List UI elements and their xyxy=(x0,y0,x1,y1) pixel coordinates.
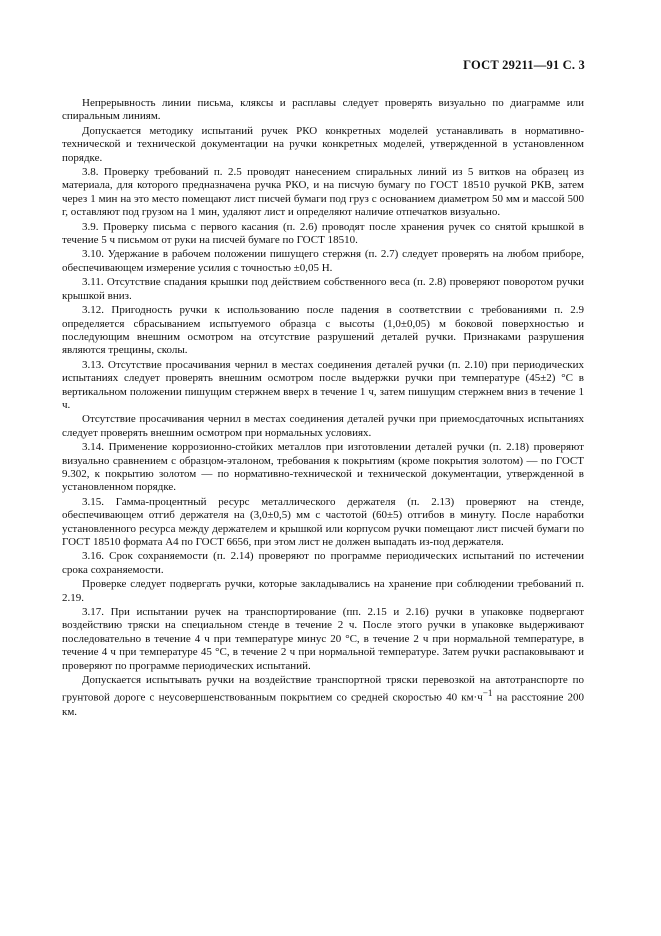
paragraph: 3.11. Отсутствие спадания крышки под действием собственного веса (п. 2.8) проверяют поворотом ручки крышкой вниз. xyxy=(62,276,584,302)
paragraph: 3.8. Проверку требований п. 2.5 проводят нанесением спиральных линий из 5 витков на образец из материала, для которого предназначена ручка РКО, и на писчую бумагу по ГОСТ 18510 ручкой РКВ, затем через 1 мин на это место помещают лист писчей бумаги под груз с основанием диаметром 50 мм и массой 500 г, оставляют под грузом на 1 мин, удаляют лист и определяют наличие отпечатков визуально. xyxy=(62,166,584,219)
paragraph: 3.16. Срок сохраняемости (п. 2.14) проверяют по программе периодических испытаний по истечении срока сохраняемости. xyxy=(62,550,584,576)
page-header: ГОСТ 29211—91 С. 3 xyxy=(463,58,585,72)
unit-exponent: −1 xyxy=(482,688,493,699)
paragraph: 3.12. Пригодность ручки к использованию после падения в соответствии с требованиями п. 2.9 определяется сбрасыванием испытуемого образца с высоты (1,0±0,05) м боковой поверхностью и последующим внешним осмотром на отсутствие разрушений деталей ручки. Признаками разрушения являются трещины, сколы. xyxy=(62,304,584,357)
paragraph: Непрерывность линии письма, кляксы и расплавы следует проверять визуально по диаграмме или спиральным линиям. xyxy=(62,97,584,123)
paragraph: Отсутствие просачивания чернил в местах соединения деталей ручки при приемосдаточных испытаниях следует проверять внешним осмотром при нормальных условиях. xyxy=(62,413,584,439)
paragraph: 3.9. Проверку письма с первого касания (п. 2.6) проводят после хранения ручек со снятой крышкой в течение 5 ч письмом от руки на писчей бумаге по ГОСТ 18510. xyxy=(62,220,584,247)
paragraph: 3.17. При испытании ручек на транспортирование (пп. 2.15 и 2.16) ручки в упаковке подвергают воздействию тряски на специальном стенде в течение 2 ч. После этого ручки в упаковке выдерживают последовательно в течение 4 ч при температуре минус 20 °С, в течение 2 ч при нормальной температуре, в течение 4 ч при температуре 45 °С, в течение 2 ч при нормальной температуре. Затем ручки распаковывают и проверяют по программе периодических испытаний. xyxy=(62,606,584,672)
paragraph: 3.15. Гамма-процентный ресурс металлического держателя (п. 2.13) проверяют на стенде, обеспечивающем отгиб держателя на (3,0±0,5) мм с частотой (60±5) отгибов в минуту. После наработки установленного ресурса между держателем и крышкой или корпусом ручки помещают лист писчей бумаги по ГОСТ 18510 формата А4 по ГОСТ 6656, при этом лист не должен выпадать из-под держателя. xyxy=(62,495,584,548)
paragraph: Допускается методику испытаний ручек РКО конкретных моделей устанавливать в нормативно-технической и технической документации на ручки конкретных моделей, утвержденной в установленном порядке. xyxy=(62,124,584,164)
last-paragraph xyxy=(62,674,584,719)
paragraph: 3.10. Удержание в рабочем положении пишущего стержня (п. 2.7) следует проверять на любом приборе, обеспечивающем измерение усилия с точностью ±0,05 Н. xyxy=(62,248,584,274)
document-body xyxy=(62,97,584,719)
paragraph: 3.14. Применение коррозионно-стойких металлов при изготовлении деталей ручки (п. 2.18) проверяют визуально сравнением с образцом-эталоном, требования к покрытиям (кроме покрытия золотом) — по ГОСТ 9.302, к покрытию золотом — по нормативно-технической и технической документации, утвержденной в установленном порядке. xyxy=(62,441,584,494)
paragraph: Проверке следует подвергать ручки, которые закладывались на хранение при соблюдении требований п. 2.19. xyxy=(62,578,584,604)
last-paragraph-text: Допускается испытывать ручки на воздействие транспортной тряски перевозкой на автотранспорте по грунтовой дороге с неусовершенствованным покрытием со средней скоростью 40 км·ч xyxy=(62,674,584,705)
paragraph: 3.13. Отсутствие просачивания чернил в местах соединения деталей ручки (п. 2.10) при периодических испытаниях следует проверять внешним осмотром после выдержки ручки при температуре (45±2) °С в вертикальном положении пишущим стержнем вверх в течение 1 ч, затем пишущим стержнем вниз в течение 1 ч. xyxy=(62,358,584,411)
last-paragraph-tail: на расстояние 200 км. xyxy=(62,692,585,718)
